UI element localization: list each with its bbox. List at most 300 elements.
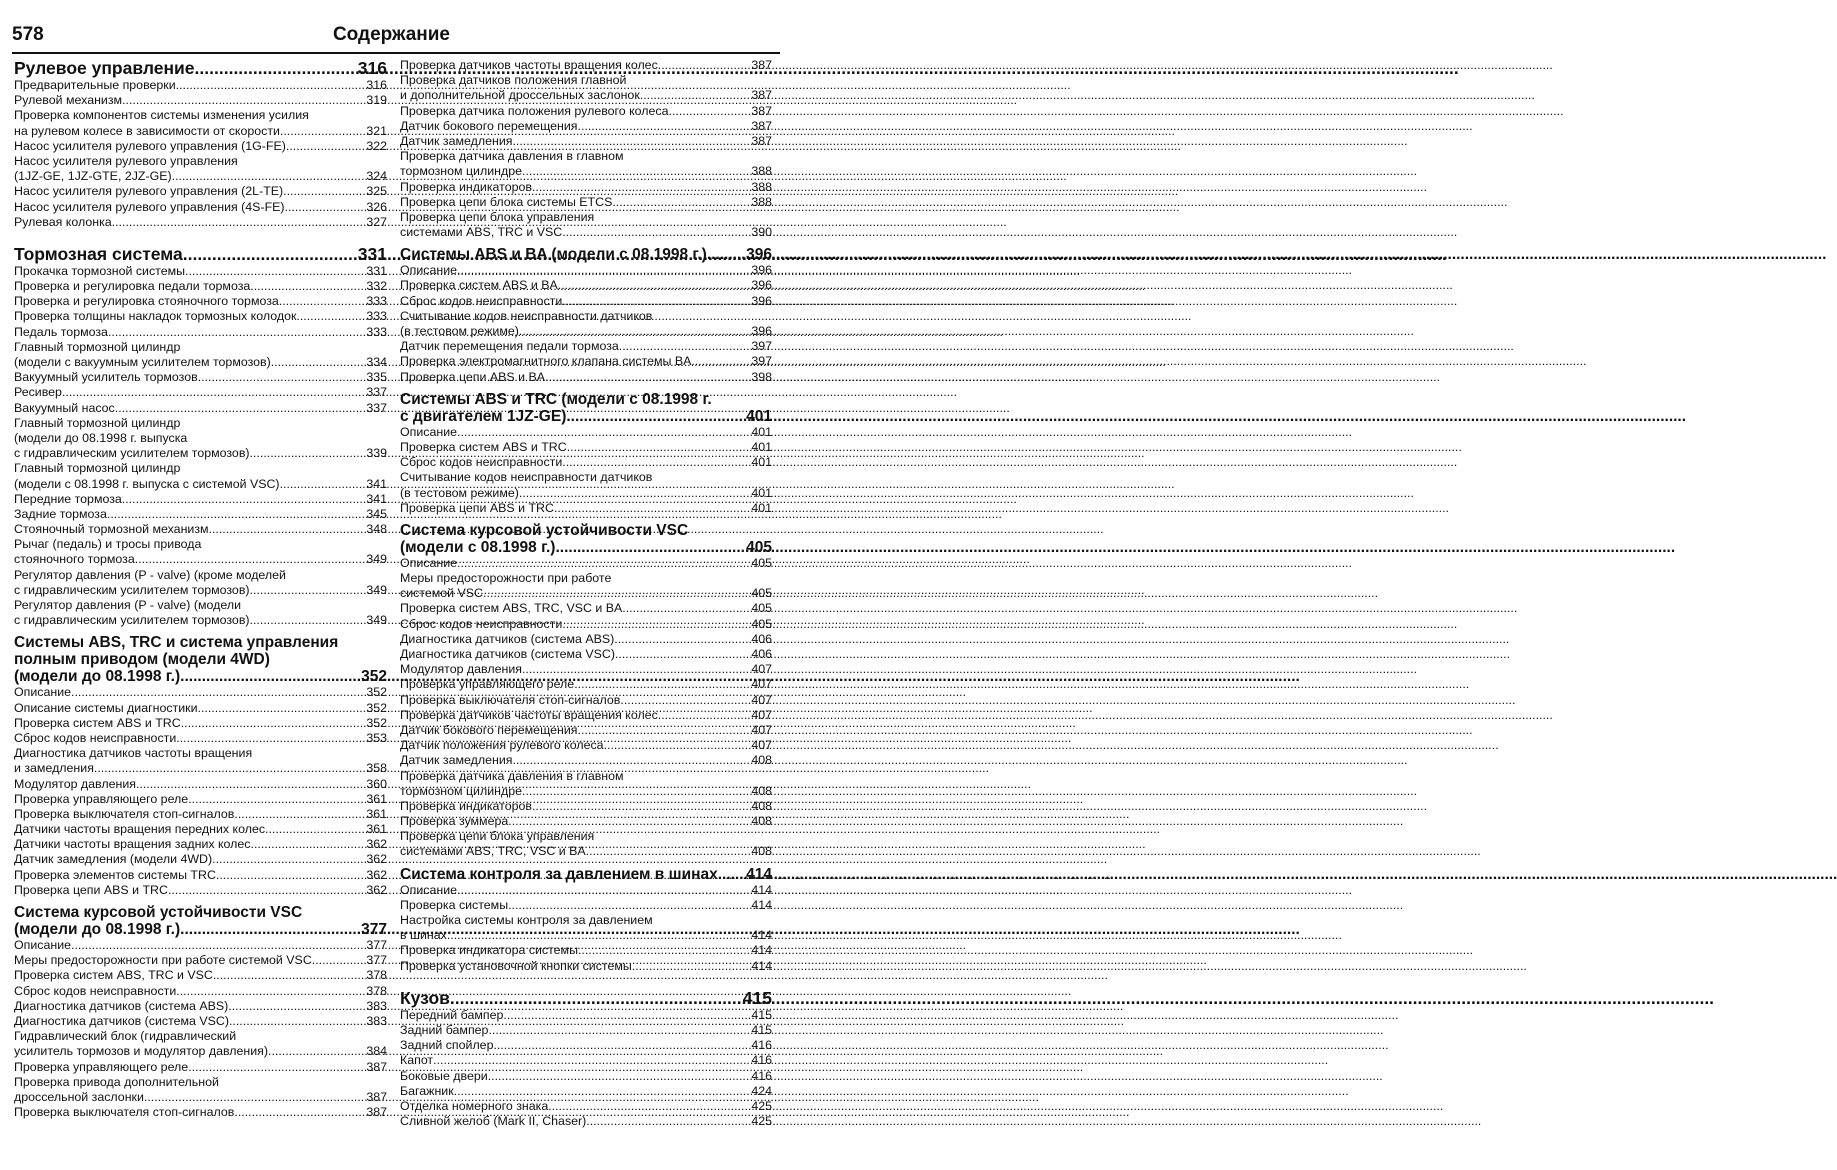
toc-page-number: 388 (751, 164, 772, 179)
dot-leader (198, 701, 366, 716)
toc-line-text: и дополнительной дроссельных заслонок (400, 88, 640, 103)
toc-entry (400, 455, 772, 470)
toc-line (400, 440, 772, 455)
toc-line-text: Считывание кодов неисправности датчиков (400, 470, 653, 485)
toc-line (400, 104, 772, 119)
toc-line-text: и замедления (14, 761, 94, 776)
toc-entry (14, 953, 387, 968)
toc-page-number: 345 (366, 506, 387, 521)
toc-entry (400, 814, 772, 829)
toc-line (400, 408, 772, 425)
toc-entry (400, 149, 772, 179)
dot-leader (212, 852, 365, 867)
toc-page-number: 362 (366, 837, 387, 852)
toc-line-text: Проверка цепи блока управления (400, 829, 595, 844)
toc-page-number: 414 (751, 943, 772, 958)
dot-leader (522, 784, 750, 799)
toc-page-number: 387 (366, 1089, 387, 1104)
section-heading (400, 866, 772, 883)
toc-entry (14, 777, 387, 792)
toc-line (14, 837, 387, 852)
toc-page-number: 331 (366, 263, 387, 278)
toc-page-number: 397 (751, 339, 772, 354)
toc-page-number: 383 (366, 1013, 387, 1028)
toc-line (14, 953, 387, 968)
dot-leader (612, 195, 750, 210)
toc-line (400, 647, 772, 662)
toc-line-text: Проверка цепи ABS и BA (400, 369, 545, 384)
toc-line-text: дроссельной заслонки (14, 1089, 144, 1104)
toc-line-text: Задний спойлер (400, 1038, 494, 1053)
toc-page-number: 407 (751, 677, 772, 692)
dot-leader (71, 685, 365, 700)
toc-page-number: 405 (751, 616, 772, 631)
dot-leader (519, 486, 750, 501)
toc-line-text: Проверка датчиков частоты вращения колес (400, 58, 658, 72)
toc-page-number: 334 (366, 355, 387, 369)
toc-line-text: Датчик замедления (400, 753, 513, 768)
toc-line-text: Описание системы диагностики (14, 700, 198, 715)
toc-line-text: Тормозная система (14, 243, 183, 264)
toc-entry (14, 938, 387, 953)
toc-line-text: Ресивер (14, 385, 62, 400)
toc-entry (14, 385, 387, 400)
toc-line-text: Система курсовой устойчивости VSC (400, 521, 689, 539)
toc-entry (400, 440, 772, 455)
toc-entry (400, 829, 772, 859)
toc-line-text: Рычаг (педаль) и тросы привода (14, 537, 202, 552)
dot-leader (280, 477, 366, 492)
toc-line-text: Датчики частоты вращения передних колес (14, 822, 266, 837)
toc-line-text: (модели с 08.1998 г. выпуска с системой VSC) (14, 476, 280, 491)
toc-line-text: стояночного тормоза (14, 552, 135, 567)
toc-line (400, 844, 772, 859)
dot-leader (271, 355, 366, 370)
toc-page-number: 378 (366, 983, 387, 998)
dot-leader (640, 88, 751, 103)
dot-leader (176, 78, 366, 93)
dot-leader (176, 731, 365, 746)
toc-line-text: Диагностика датчиков (система ABS) (400, 631, 615, 646)
toc-line (14, 552, 387, 567)
toc-entry (400, 339, 772, 354)
toc-line (14, 492, 387, 507)
toc-line-text: Считывание кодов неисправности датчиков (400, 308, 653, 323)
toc-page-number: 378 (366, 968, 387, 983)
dot-leader (691, 354, 750, 369)
toc-line (400, 58, 772, 73)
toc-entry (14, 537, 387, 567)
toc-entry (14, 184, 387, 199)
toc-line-text: Передние тормоза (14, 491, 122, 506)
toc-entry (400, 708, 772, 723)
toc-section (14, 904, 387, 1120)
toc-entry (14, 416, 387, 462)
dot-leader (181, 716, 366, 731)
toc-line-text: Кузов (400, 987, 450, 1008)
toc-entry (14, 746, 387, 776)
toc-entry (14, 78, 387, 93)
toc-line (400, 88, 772, 103)
section-heading (400, 522, 772, 556)
toc-line (14, 731, 387, 746)
dot-leader (136, 777, 365, 792)
toc-line-text: Проверка датчиков частоты вращения колес (400, 707, 658, 722)
dot-leader (586, 844, 751, 859)
toc-line (400, 425, 772, 440)
toc-line (14, 904, 387, 921)
toc-entry (14, 264, 387, 279)
dot-leader (578, 943, 750, 958)
dot-leader (188, 1060, 365, 1075)
toc-entry (14, 968, 387, 983)
toc-line-text: Датчик бокового перемещения (400, 722, 578, 737)
dot-leader (280, 124, 365, 139)
toc-line (14, 325, 387, 340)
toc-line (400, 370, 772, 385)
toc-entry (400, 58, 772, 73)
toc-line (400, 164, 772, 179)
toc-line (14, 1105, 387, 1120)
dot-leader (522, 662, 750, 677)
toc-line-text: Системы ABS и TRC (модели с 08.1998 г. (400, 390, 712, 408)
toc-line-text: Проверка компонентов системы изменения усилия (14, 108, 309, 123)
toc-entry (14, 108, 387, 138)
dot-leader (503, 1008, 750, 1023)
toc-page-number: 362 (366, 852, 387, 867)
toc-line-text: Диагностика датчиков (система VSC) (400, 647, 615, 661)
toc-entry (14, 868, 387, 883)
dot-leader (604, 738, 751, 753)
toc-line-text: Датчик бокового перемещения (400, 118, 578, 133)
toc-line (14, 309, 387, 324)
toc-line (14, 651, 387, 668)
toc-line-text: тормозном цилиндре (400, 164, 522, 179)
toc-page-number: 390 (751, 225, 772, 240)
dot-leader (488, 1023, 750, 1038)
dot-leader (532, 799, 750, 814)
toc-page-number: 333 (366, 309, 387, 324)
toc-line-text: на рулевом колесе в зависимости от скорости (14, 123, 280, 138)
toc-page-number: 425 (751, 1114, 772, 1129)
toc-line (400, 959, 772, 974)
toc-page-number: 401 (751, 500, 772, 515)
toc-page-number: 406 (751, 647, 772, 661)
toc-line-text: Датчик замедления (400, 133, 513, 148)
dot-leader (234, 1105, 365, 1120)
toc-page-number: 414 (746, 865, 772, 883)
toc-page-number: 332 (366, 279, 387, 294)
toc-line-text: Описание (14, 938, 72, 952)
toc-line (14, 522, 387, 537)
toc-page-number: 396 (751, 263, 772, 278)
toc-page-number: 387 (751, 118, 772, 133)
toc-line-text: Проверка систем ABS, TRC, VSC и BA (400, 601, 623, 616)
toc-line-text: Рулевой механизм (14, 93, 123, 108)
section-heading (14, 244, 387, 264)
toc-line (14, 78, 387, 93)
toc-line-text: Проверка датчиков положения главной (400, 73, 627, 88)
toc-line (400, 1023, 772, 1038)
toc-page-number: 327 (366, 214, 387, 229)
toc-line-text: Прокачка тормозной системы (14, 263, 186, 278)
toc-line (14, 385, 387, 400)
toc-line (400, 225, 772, 240)
dot-leader (574, 677, 750, 692)
toc-line (400, 1069, 772, 1084)
toc-entry (400, 617, 772, 632)
dot-leader (622, 601, 750, 616)
toc-line (400, 180, 772, 195)
dot-leader (286, 139, 365, 154)
toc-line (400, 632, 772, 647)
toc-page-number: 398 (751, 369, 772, 384)
toc-line (400, 556, 772, 571)
toc-page-number: 415 (751, 1007, 772, 1022)
toc-entry (14, 883, 387, 898)
section-heading (400, 391, 772, 425)
toc-entry (400, 354, 772, 369)
toc-line-text: Проверка зуммера (400, 814, 509, 829)
toc-line (400, 324, 772, 339)
toc-line (14, 139, 387, 154)
toc-line (14, 1044, 387, 1059)
toc-entry (400, 753, 772, 768)
toc-page-number: 396 (746, 246, 772, 264)
toc-line-text: Передний бампер (400, 1007, 504, 1022)
dot-leader (586, 1114, 750, 1129)
dot-leader (614, 632, 750, 647)
toc-line (14, 537, 387, 552)
toc-line (400, 294, 772, 309)
toc-line (400, 617, 772, 632)
toc-line-text: Описание (400, 263, 458, 278)
dot-leader (562, 455, 750, 470)
toc-line-text: Диагностика датчиков (система ABS) (14, 998, 229, 1013)
toc-page-number: 424 (751, 1083, 772, 1098)
toc-entry (400, 470, 772, 500)
dot-leader (172, 169, 366, 184)
toc-entry (14, 984, 387, 999)
toc-page-number: 352 (366, 715, 387, 730)
toc-entry (400, 195, 772, 210)
dot-leader (229, 1014, 365, 1029)
toc-line (14, 477, 387, 492)
toc-entry (400, 1053, 772, 1068)
toc-page-number: 408 (751, 753, 772, 768)
toc-section (14, 634, 387, 898)
dot-leader (519, 324, 750, 339)
dot-leader (619, 339, 751, 354)
toc-line-text: Сброс кодов неисправности (400, 616, 563, 631)
toc-page-number: 362 (366, 882, 387, 897)
toc-entry (14, 822, 387, 837)
toc-line (400, 455, 772, 470)
toc-line-text: (модели до 08.1998 г.) (14, 921, 181, 938)
toc-line (14, 868, 387, 883)
toc-line-text: Отделка номерного знака (400, 1098, 549, 1113)
toc-line-text: Проверка установочной кнопки системы (400, 958, 632, 973)
toc-line-text: с двигателем 1JZ-GE) (400, 407, 567, 425)
dot-leader (620, 693, 750, 708)
toc-line-text: Вакуумный усилитель тормозов (14, 370, 198, 385)
toc-line-text: Проверка привода дополнительной (14, 1074, 219, 1089)
toc-page-number: 416 (751, 1068, 772, 1083)
dot-leader (168, 883, 365, 898)
toc-line-text: Задний бампер (400, 1022, 489, 1037)
toc-entry (400, 738, 772, 753)
toc-entry (400, 370, 772, 385)
toc-line-text: Датчики частоты вращения задних колес (14, 837, 251, 852)
dot-leader (135, 552, 366, 567)
section-heading (400, 246, 772, 263)
toc-line (400, 391, 772, 408)
dot-leader (112, 215, 366, 230)
dot-leader (183, 244, 357, 264)
dot-leader (457, 556, 750, 571)
toc-line-text: Модулятор давления (400, 662, 522, 677)
dot-leader (457, 263, 750, 278)
toc-line-text: Рулевое управление (14, 58, 195, 78)
toc-entry (400, 723, 772, 738)
toc-line (14, 461, 387, 476)
toc-line-text: Проверка систем ABS и TRC (400, 439, 567, 454)
toc-entry (14, 93, 387, 108)
toc-page-number: 415 (751, 1022, 772, 1037)
toc-line (400, 708, 772, 723)
page-number: 578 (12, 24, 44, 45)
toc-page-number: 416 (751, 1053, 772, 1068)
toc-line-text: Описание (14, 685, 72, 700)
toc-line (14, 1060, 387, 1075)
dot-leader (213, 968, 365, 983)
toc-line (400, 501, 772, 516)
toc-entry (400, 278, 772, 293)
toc-line (14, 792, 387, 807)
toc-page-number: 401 (751, 439, 772, 454)
toc-entry (14, 522, 387, 537)
toc-entry (400, 294, 772, 309)
toc-line (14, 355, 387, 370)
toc-entry (400, 210, 772, 240)
toc-entry (14, 461, 387, 491)
toc-line-text: (модели с вакуумным усилителем тормозов) (14, 355, 271, 369)
toc-line-text: Проверка элементов системы TRC (14, 867, 216, 882)
dot-leader (658, 58, 751, 73)
toc-page-number: 401 (751, 424, 772, 439)
toc-line (400, 1114, 772, 1129)
toc-entry (400, 959, 772, 974)
toc-entry (400, 677, 772, 692)
toc-line (14, 716, 387, 731)
toc-line-text: Модулятор давления (14, 776, 136, 791)
dot-leader (567, 440, 751, 455)
toc-line (14, 124, 387, 139)
toc-page-number: 341 (366, 476, 387, 491)
dot-leader (512, 134, 750, 149)
toc-page-number: 387 (751, 133, 772, 148)
toc-line (14, 984, 387, 999)
toc-line-text: Сливной желоб (Mark II, Chaser) (400, 1114, 587, 1129)
toc-entry (400, 799, 772, 814)
dot-leader (555, 539, 745, 556)
toc-entry (400, 913, 772, 943)
toc-entry (14, 200, 387, 215)
toc-line-text: Задние тормоза (14, 506, 107, 521)
toc-entry (14, 792, 387, 807)
dot-leader (107, 507, 365, 522)
toc-page-number: 377 (361, 921, 387, 938)
toc-line (14, 370, 387, 385)
toc-line (400, 195, 772, 210)
dot-leader (578, 723, 751, 738)
dot-leader (250, 446, 366, 461)
toc-page-number: 383 (366, 998, 387, 1013)
toc-line (400, 988, 772, 1008)
toc-line-text: Проверка цепи ABS и TRC (14, 882, 168, 897)
toc-line (14, 446, 387, 461)
toc-line-text: Педаль тормоза (14, 324, 108, 339)
dot-leader (296, 309, 365, 324)
dot-leader (707, 246, 745, 263)
toc-page-number: 325 (366, 184, 387, 199)
toc-column-right (400, 58, 772, 1129)
toc-line-text: Системы ABS и BA (модели с 08.1998 г.) (400, 246, 707, 264)
toc-line-text: Датчик замедления (модели 4WD) (14, 852, 213, 867)
toc-line-text: Насос усилителя рулевого управления (2L-TE) (14, 184, 284, 199)
dot-leader (508, 898, 750, 913)
toc-line (400, 470, 772, 485)
toc-line-text: Меры предосторожности при работе системой VSC (14, 953, 312, 968)
toc-line (14, 401, 387, 416)
toc-line-text: Регулятор давления (P - valve) (кроме моделей (14, 567, 286, 582)
toc-line (14, 215, 387, 230)
toc-line-text: Проверка индикаторов (400, 179, 532, 194)
toc-line (14, 416, 387, 431)
toc-page-number: 407 (751, 692, 772, 707)
toc-line-text: Гидравлический блок (гидравлический (14, 1029, 237, 1044)
toc-line-text: Проверка датчика положения рулевого колеса (400, 103, 669, 118)
toc-entry (400, 119, 772, 134)
dot-leader (250, 583, 366, 598)
toc-page-number: 337 (366, 400, 387, 415)
dot-leader (250, 613, 366, 628)
dot-leader (632, 959, 751, 974)
toc-entry (14, 279, 387, 294)
dot-leader (188, 792, 365, 807)
toc-page-number: 348 (366, 522, 387, 537)
toc-line-text: системами ABS, TRC и VSC (400, 225, 563, 240)
toc-line-text: (в тестовом режиме) (400, 485, 519, 500)
toc-page-number: 362 (366, 867, 387, 882)
dot-leader (522, 164, 750, 179)
toc-line (400, 134, 772, 149)
toc-line (14, 668, 387, 685)
toc-entry (400, 263, 772, 278)
dot-leader (180, 668, 360, 685)
dot-leader (279, 294, 366, 309)
toc-entry (14, 1105, 387, 1120)
toc-page-number: 405 (751, 555, 772, 570)
toc-line (14, 701, 387, 716)
dot-leader (562, 617, 750, 632)
toc-line-text: Проверка и регулировка педали тормоза (14, 279, 251, 294)
toc-page-number: 387 (751, 58, 772, 72)
toc-entry (14, 1014, 387, 1029)
dot-leader (562, 294, 750, 309)
toc-line-text: Описание (400, 424, 458, 439)
toc-section (400, 391, 772, 516)
